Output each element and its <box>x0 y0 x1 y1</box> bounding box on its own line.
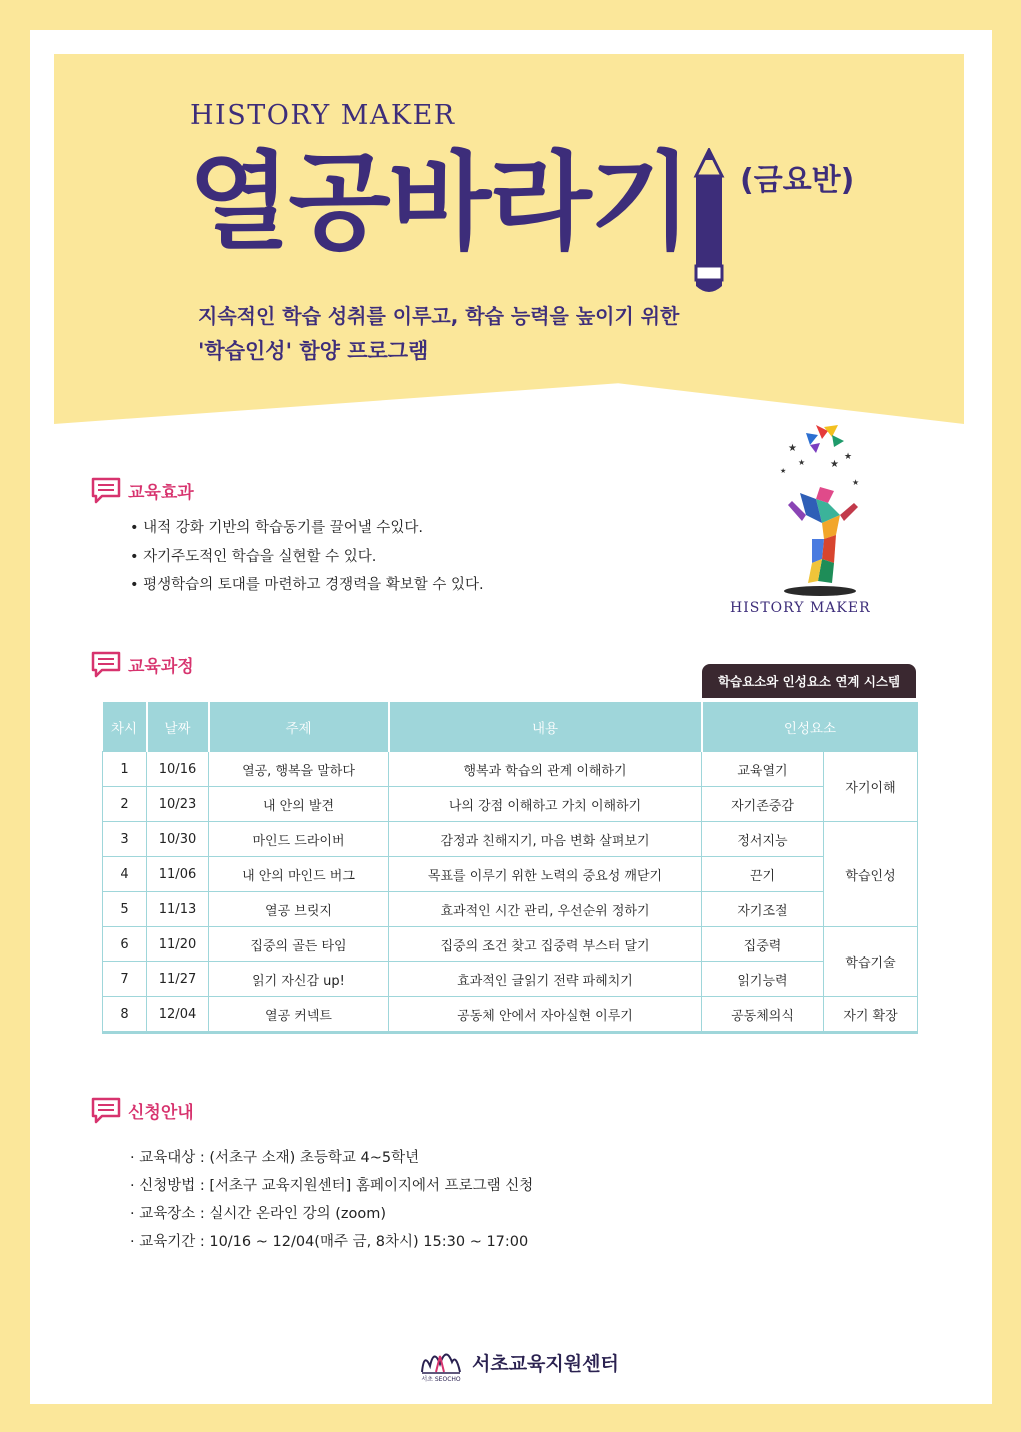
svg-text:★: ★ <box>844 452 853 462</box>
cell-element: 공동체의식 <box>702 997 824 1033</box>
system-label-badge: 학습요소와 인성요소 연계 시스템 <box>702 664 916 698</box>
cell-no: 6 <box>103 927 147 962</box>
juggler-figure-icon <box>758 423 868 598</box>
cell-date: 11/20 <box>147 927 209 962</box>
cell-content: 집중의 조건 찾고 집중력 부스터 달기 <box>389 927 702 962</box>
cell-topic: 열공, 행복을 말하다 <box>209 752 389 787</box>
class-tag: (금요반) <box>740 163 855 198</box>
effects-title: 교육효과 <box>128 482 194 503</box>
schedule-table <box>102 702 918 1034</box>
cell-element: 끈기 <box>702 857 824 892</box>
speech-bubble-icon <box>90 1096 122 1124</box>
application-title: 신청안내 <box>128 1102 194 1123</box>
cell-element: 집중력 <box>702 927 824 962</box>
table-row <box>103 787 918 822</box>
cell-content: 효과적인 글읽기 전략 파헤치기 <box>389 962 702 997</box>
cell-no: 8 <box>103 997 147 1033</box>
cell-date: 12/04 <box>147 997 209 1033</box>
table-header-row <box>103 702 918 752</box>
figure-caption: HISTORY MAKER <box>730 600 871 616</box>
curriculum-heading <box>90 650 194 678</box>
cell-date: 11/13 <box>147 892 209 927</box>
cell-date: 11/27 <box>147 962 209 997</box>
svg-text:★: ★ <box>798 458 806 467</box>
list-item: · 교육기간 : 10/16 ~ 12/04(매주 금, 8차시) 15:30 ~ 17:00 <box>130 1234 529 1250</box>
cell-topic: 내 안의 마인드 버그 <box>209 857 389 892</box>
effects-list <box>130 514 484 600</box>
org-name: 서초교육지원센터 <box>472 1352 619 1375</box>
cell-element: 자기존중감 <box>702 787 824 822</box>
table-row <box>103 927 918 962</box>
cell-topic: 내 안의 발견 <box>209 787 389 822</box>
header-element: 인성요소 <box>702 702 918 752</box>
cell-content: 감정과 친해지기, 마음 변화 살펴보기 <box>389 822 702 857</box>
cell-topic: 읽기 자신감 up! <box>209 962 389 997</box>
list-item: • 평생학습의 토대를 마련하고 경쟁력을 확보할 수 있다. <box>130 577 484 593</box>
cell-no: 3 <box>103 822 147 857</box>
curriculum-title: 교육과정 <box>128 656 194 677</box>
cell-element: 읽기능력 <box>702 962 824 997</box>
svg-text:★: ★ <box>830 459 839 470</box>
cell-element: 교육열기 <box>702 752 824 787</box>
cell-group: 학습기술 <box>824 927 918 997</box>
program-title: 열공바라기 <box>188 141 690 264</box>
seocho-logo-icon <box>418 1342 464 1382</box>
cell-group: 자기이해 <box>824 752 918 822</box>
speech-bubble-icon <box>90 650 122 678</box>
cell-content: 나의 강점 이해하고 가치 이해하기 <box>389 787 702 822</box>
cell-date: 10/23 <box>147 787 209 822</box>
list-item: · 교육대상 : (서초구 소재) 초등학교 4~5학년 <box>130 1150 420 1166</box>
pencil-icon <box>690 148 728 298</box>
subtitle-line-1: 지속적인 학습 성취를 이루고, 학습 능력을 높이기 위한 <box>198 304 680 328</box>
subtitle-line-2: '학습인성' 함양 프로그램 <box>198 339 429 363</box>
cell-topic: 열공 커넥트 <box>209 997 389 1033</box>
cell-element: 정서지능 <box>702 822 824 857</box>
cell-no: 4 <box>103 857 147 892</box>
table-row <box>103 752 918 787</box>
cell-content: 목표를 이루기 위한 노력의 중요성 깨닫기 <box>389 857 702 892</box>
cell-element: 자기조절 <box>702 892 824 927</box>
cell-date: 10/16 <box>147 752 209 787</box>
poster-page <box>30 30 992 1404</box>
svg-text:★: ★ <box>780 467 787 475</box>
header-content: 내용 <box>389 702 702 752</box>
header-no: 차시 <box>103 702 147 752</box>
cell-topic: 열공 브릿지 <box>209 892 389 927</box>
cell-group: 학습인성 <box>824 822 918 927</box>
table-row <box>103 997 918 1033</box>
cell-group: 자기 확장 <box>824 997 918 1033</box>
cell-no: 7 <box>103 962 147 997</box>
application-list <box>130 1144 533 1256</box>
cell-content: 효과적인 시간 관리, 우선순위 정하기 <box>389 892 702 927</box>
logo-text: 서초 SEOCHO <box>421 1376 461 1382</box>
svg-text:★: ★ <box>788 443 797 454</box>
list-item: · 신청방법 : [서초구 교육지원센터] 홈페이지에서 프로그램 신청 <box>130 1178 534 1194</box>
header-topic: 주제 <box>209 702 389 752</box>
table-row <box>103 857 918 892</box>
cell-content: 행복과 학습의 관계 이해하기 <box>389 752 702 787</box>
table-row <box>103 962 918 997</box>
table-row <box>103 822 918 857</box>
cell-date: 10/30 <box>147 822 209 857</box>
list-item: • 자기주도적인 학습을 실현할 수 있다. <box>130 548 377 565</box>
footer-logo <box>418 1342 619 1382</box>
list-item: · 교육장소 : 실시간 온라인 강의 (zoom) <box>130 1206 387 1222</box>
cell-no: 2 <box>103 787 147 822</box>
cell-topic: 집중의 골든 타임 <box>209 927 389 962</box>
cell-no: 1 <box>103 752 147 787</box>
cell-topic: 마인드 드라이버 <box>209 822 389 857</box>
table-row <box>103 892 918 927</box>
cell-content: 공동체 안에서 자아실현 이루기 <box>389 997 702 1033</box>
cell-no: 5 <box>103 892 147 927</box>
svg-text:★: ★ <box>852 478 860 487</box>
speech-bubble-icon <box>90 476 122 504</box>
cell-date: 11/06 <box>147 857 209 892</box>
application-heading <box>90 1096 194 1124</box>
header-date: 날짜 <box>147 702 209 752</box>
brand-label: HISTORY MAKER <box>190 100 456 131</box>
list-item: • 내적 강화 기반의 학습동기를 끌어낼 수있다. <box>130 520 423 536</box>
effects-heading <box>90 476 194 504</box>
